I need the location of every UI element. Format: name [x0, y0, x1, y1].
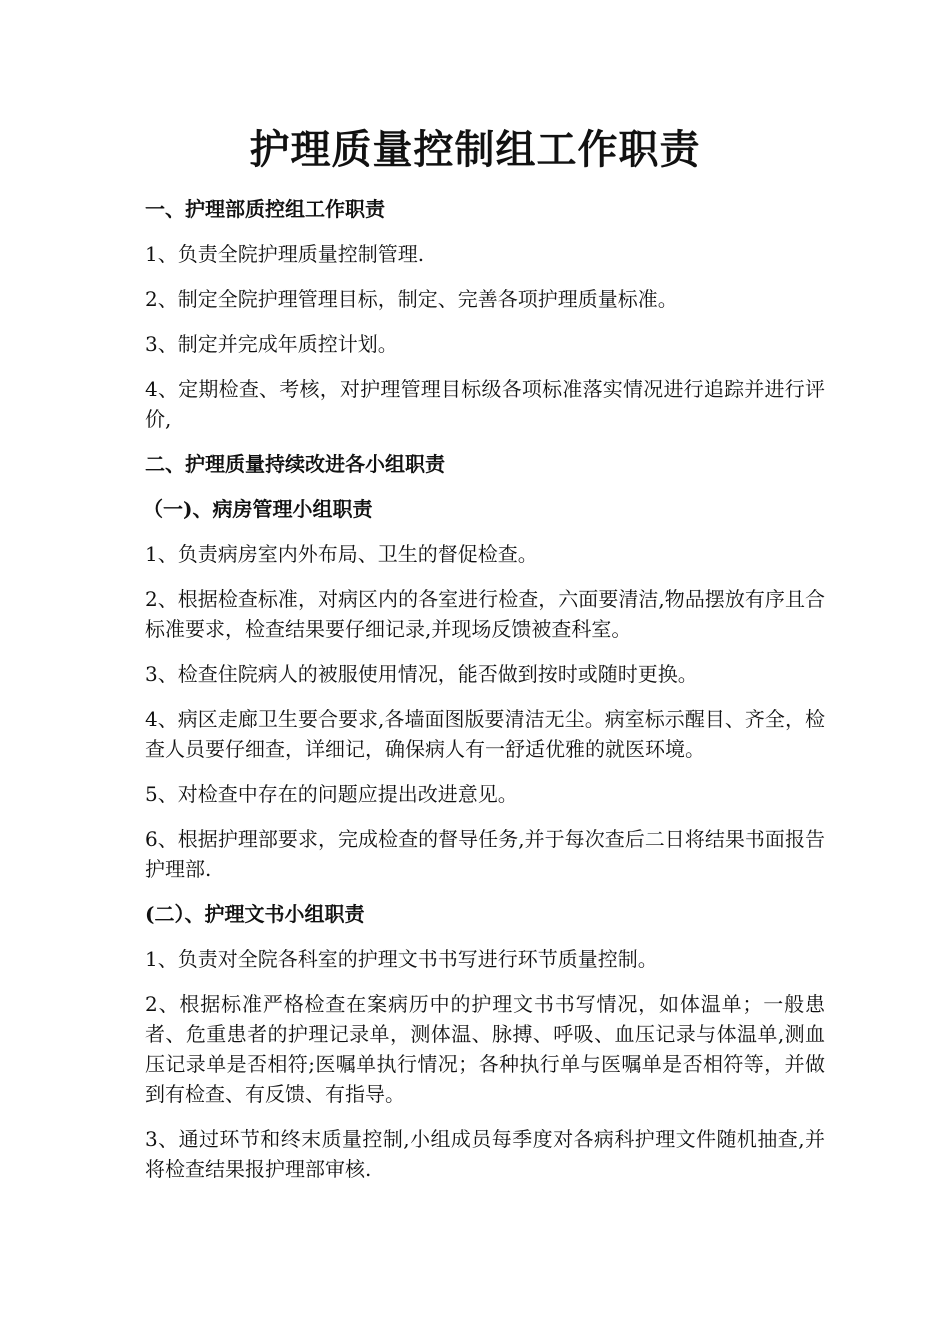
subsection-2-item-1: 1、负责对全院各科室的护理文书书写进行环节质量控制。: [145, 947, 658, 971]
section-1-item-3: 3、制定并完成年质控计划。: [145, 332, 398, 356]
subsection-1-item-6: 6、根据护理部要求，完成检查的督导任务,并于每次查后二日将结果书面报告护理部.: [145, 827, 825, 881]
subsection-2-item-3: 3、通过环节和终末质量控制,小组成员每季度对各病科护理文件随机抽查,并将检查结果报护理部审核.: [145, 1127, 825, 1181]
section-1-heading: 一、护理部质控组工作职责: [145, 197, 385, 221]
subsection-1-item-4: 4、病区走廊卫生要合要求,各墙面图版要清洁无尘。病室标示醒目、齐全，检查人员要仔细查，详细记，确保病人有一舒适优雅的就医环境。: [145, 707, 825, 761]
subsection-1-heading: （一)、病房管理小组职责: [143, 497, 373, 521]
subsection-1-item-5: 5、对检查中存在的问题应提出改进意见。: [145, 782, 518, 806]
document-title: 护理质量控制组工作职责: [249, 126, 701, 173]
section-2-heading: 二、护理质量持续改进各小组职责: [145, 452, 445, 476]
section-1-item-2: 2、制定全院护理管理目标，制定、完善各项护理质量标准。: [145, 287, 678, 311]
document-body: [145, 194, 825, 1199]
section-1-item-1: 1、负责全院护理质量控制管理.: [145, 242, 425, 266]
section-1-item-4: 4、定期检查、考核，对护理管理目标级各项标准落实情况进行追踪并进行评价,: [145, 377, 825, 431]
subsection-1-item-3: 3、检查住院病人的被服使用情况，能否做到按时或随时更换。: [145, 662, 698, 686]
subsection-2-item-2: 2、根据标准严格检查在案病历中的护理文书书写情况，如体温单；一般患者、危重患者的护理记录单，测体温、脉搏、呼吸、血压记录与体温单,测血压记录单是否相符;医嘱单执行情况；各种执行单与医嘱单是否相符等，并做到有检查、有反馈、有指导。: [145, 992, 825, 1106]
subsection-1-item-1: 1、负责病房室内外布局、卫生的督促检查。: [145, 542, 538, 566]
subsection-1-item-2: 2、根据检查标准，对病区内的各室进行检查，六面要清洁,物品摆放有序且合标准要求，检查结果要仔细记录,并现场反馈被查科室。: [145, 587, 825, 641]
subsection-2-heading: (二）、护理文书小组职责: [145, 902, 365, 926]
